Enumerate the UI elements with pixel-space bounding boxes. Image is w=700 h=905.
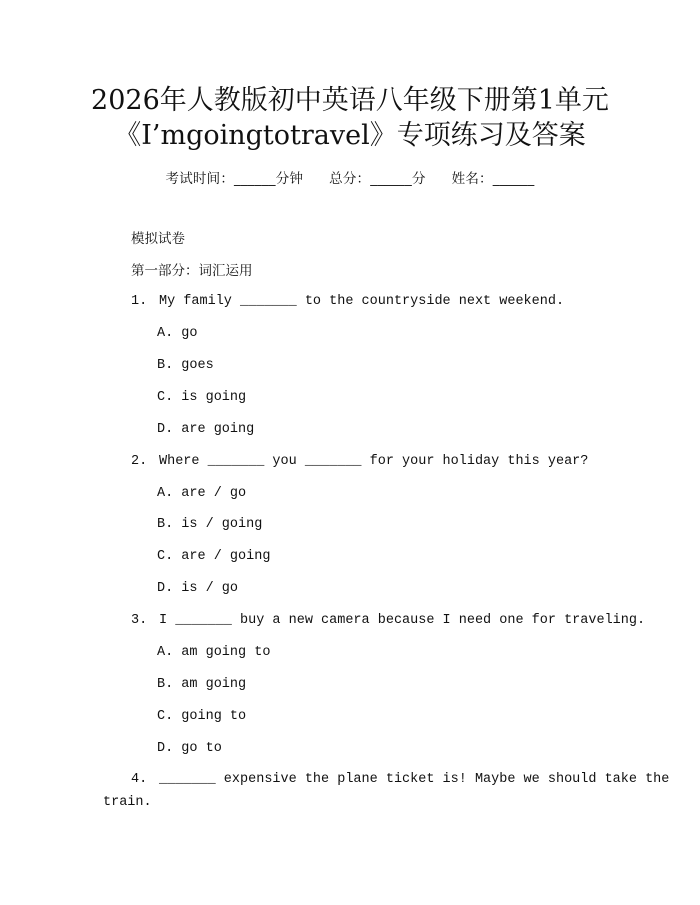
part-heading: 第一部分：词汇运用: [131, 263, 253, 279]
exam-meta: [0, 167, 700, 187]
option-3c: C. going to: [157, 709, 247, 724]
option-1b: B. goes: [157, 358, 214, 373]
question-4-continuation: train.: [103, 795, 152, 810]
question-text: Where _______ you _______ for your holiday this year?: [159, 454, 589, 469]
section-heading: 模拟试卷: [131, 231, 185, 247]
student-name-field: 姓名：______: [451, 171, 535, 187]
question-number: 2.: [131, 454, 148, 469]
option-2d: D. is / go: [157, 581, 239, 596]
question-number: 1.: [131, 294, 148, 309]
question-1: [131, 293, 564, 311]
question-2: [131, 453, 588, 471]
option-2a: A. are / go: [157, 486, 247, 501]
question-text: I _______ buy a new camera because I need one for traveling.: [159, 613, 646, 628]
exam-time-field: 考试时间：______分钟: [165, 171, 304, 187]
option-3a: A. am going to: [157, 645, 271, 660]
question-number: 3.: [131, 613, 148, 628]
title-line-1: 2026年人教版初中英语八年级下册第1单元: [91, 85, 609, 116]
option-1c: C. is going: [157, 390, 247, 405]
option-3b: B. am going: [157, 677, 247, 692]
option-2b: B. is / going: [157, 517, 263, 532]
question-text-line-1: _______ expensive the plane ticket is! Maybe we should take the: [159, 772, 670, 787]
option-2c: C. are / going: [157, 549, 271, 564]
option-3d: D. go to: [157, 741, 222, 756]
question-3: [131, 612, 645, 630]
title-line-2: 《I’mgoingtotravel》专项练习及答案: [114, 120, 586, 151]
question-4: [131, 771, 669, 789]
option-1d: D. are going: [157, 422, 255, 437]
question-text: My family _______ to the countryside next weekend.: [159, 294, 565, 309]
total-score-field: 总分：______分: [329, 171, 426, 187]
question-number: 4.: [131, 772, 148, 787]
option-1a: A. go: [157, 326, 198, 341]
